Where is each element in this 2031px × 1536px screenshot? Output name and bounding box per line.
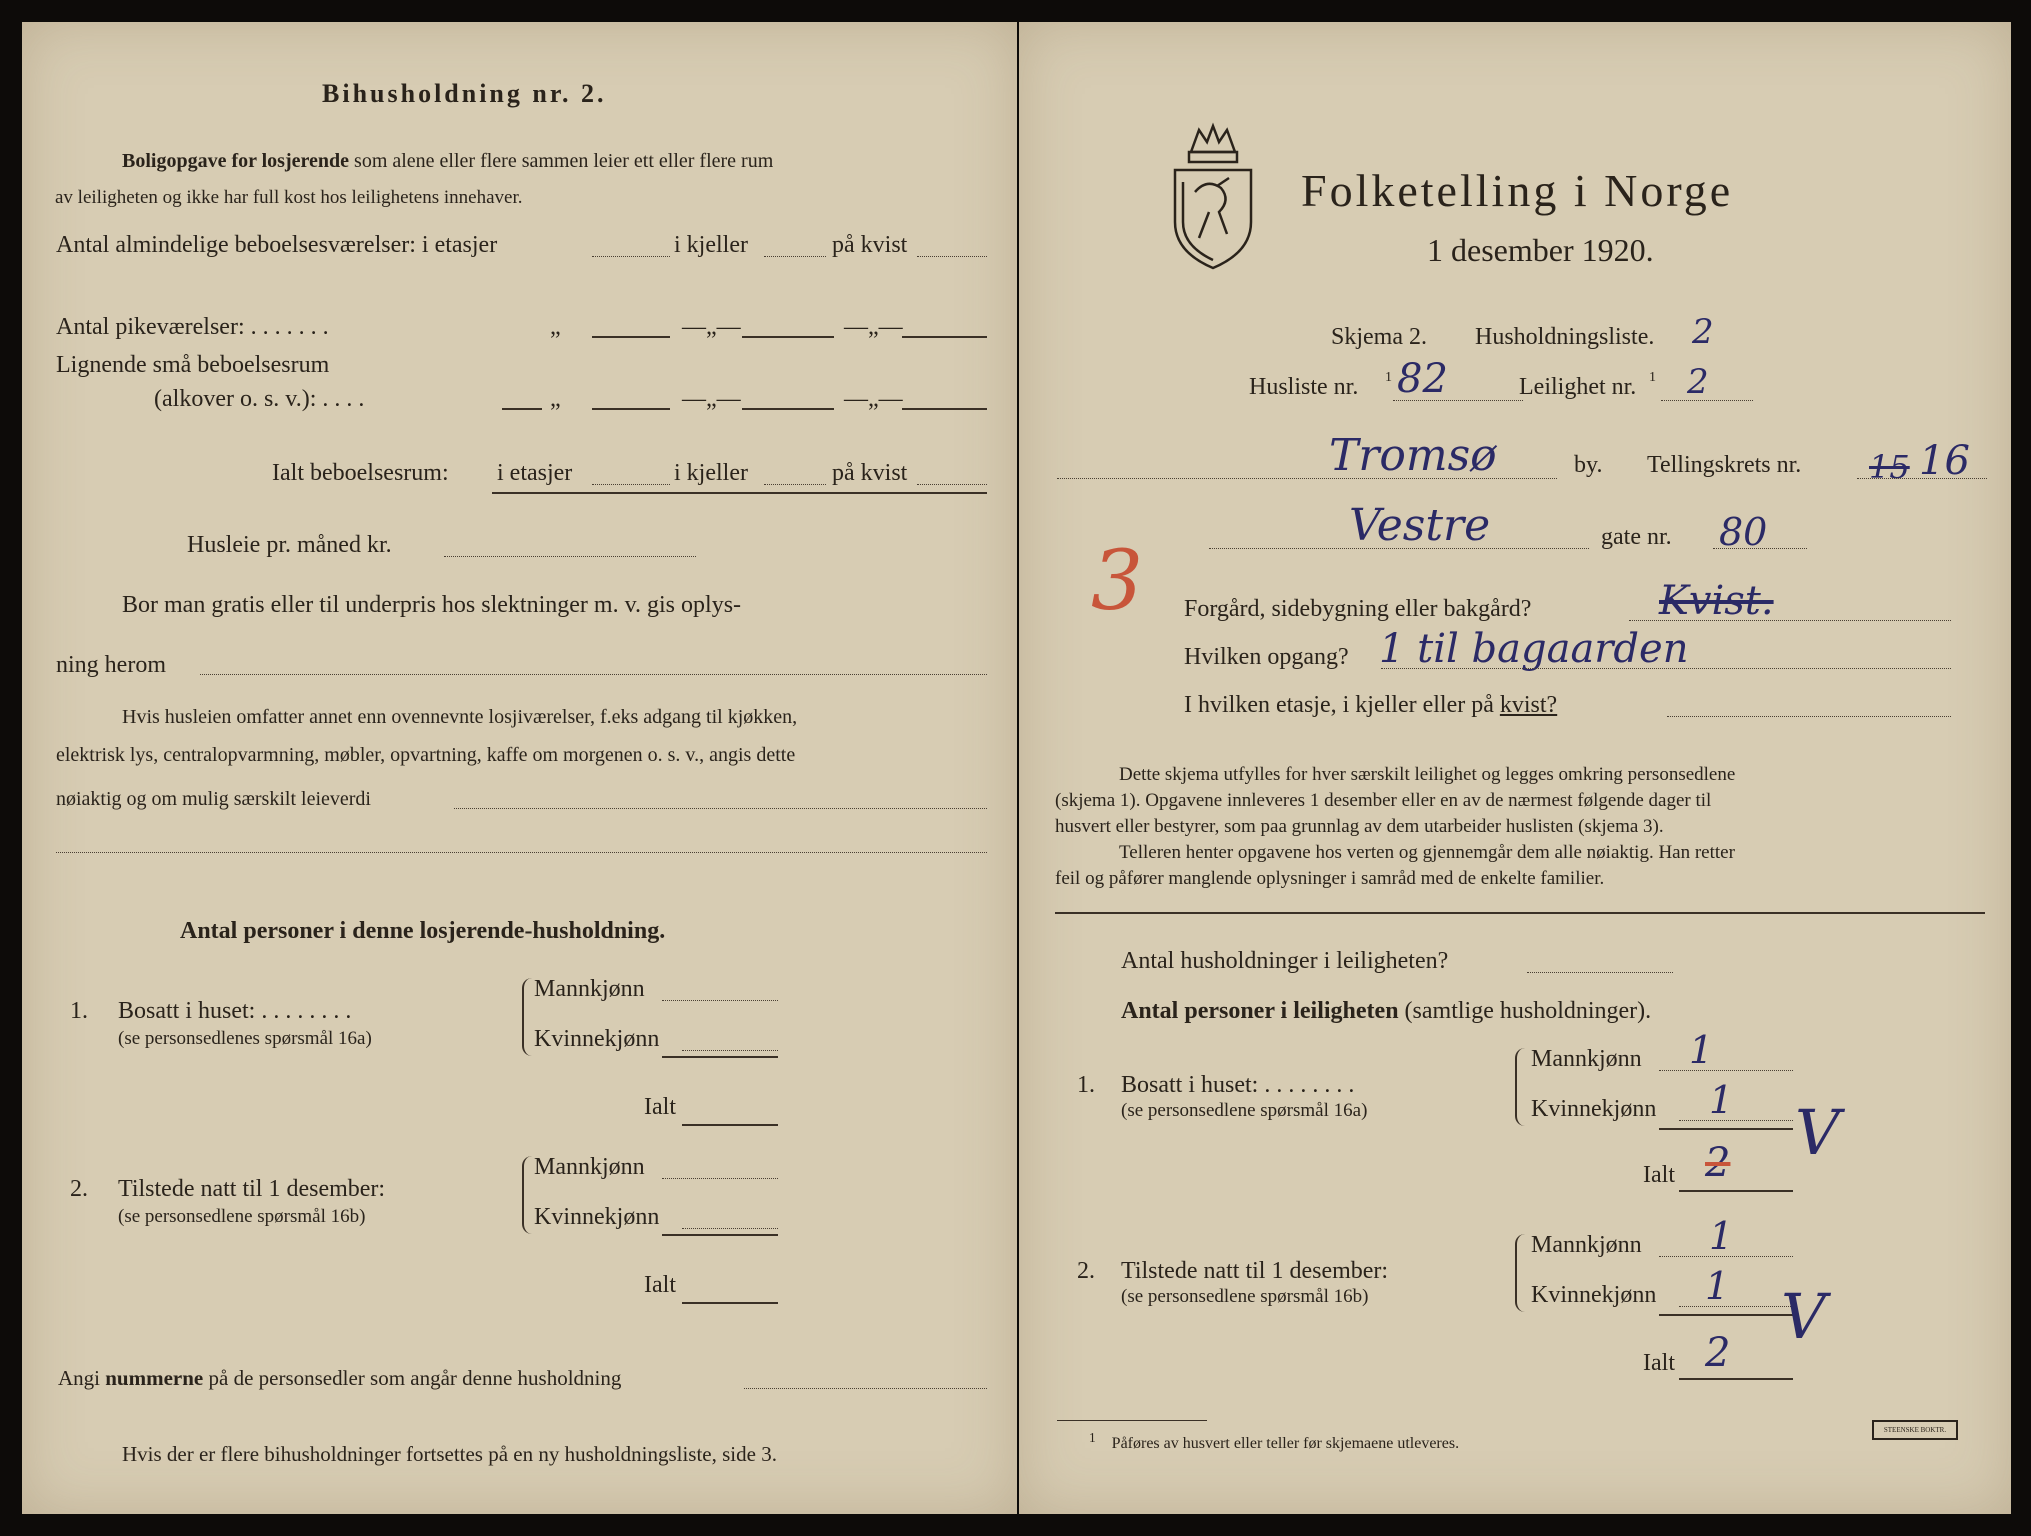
rq1-female-value[interactable]: 1 [1709, 1078, 1734, 1122]
total-attic-field[interactable] [917, 484, 987, 485]
q2-male-field[interactable] [662, 1178, 778, 1179]
rq2-total-field [1679, 1378, 1793, 1380]
instr-rule [1055, 912, 1985, 914]
census-date: 1 desember 1920. [1427, 232, 1654, 268]
q2-sum-rule [662, 1234, 778, 1236]
numbers-line [58, 1366, 621, 1391]
rq2-male-label: Mannkjønn [1531, 1232, 1642, 1258]
similar-floors-field[interactable] [592, 408, 670, 410]
rq2-check-mark: V [1781, 1280, 1826, 1353]
q2-female-field[interactable] [682, 1228, 778, 1229]
left-footer: Hvis der er flere bihusholdninger fortsettes på en ny husholdningsliste, side 3. [122, 1442, 777, 1466]
q2-label: Tilstede natt til 1 desember: [118, 1176, 386, 1202]
rq1-label: Bosatt i huset: . . . . . . . . [1121, 1072, 1355, 1098]
note-line-3: nøiaktig og om mulig særskilt leieverdi [56, 788, 371, 810]
floor-underlined-attic: kvist? [1499, 692, 1558, 718]
rent-field[interactable] [444, 556, 696, 557]
q2-total-label: Ialt [644, 1272, 676, 1298]
rq1-total-label: Ialt [1643, 1162, 1675, 1188]
rq1-female-field [1679, 1120, 1793, 1121]
footnote [1089, 1430, 1459, 1453]
rooms-attic-field[interactable] [917, 256, 987, 257]
rooms-cellar-label: i kjeller [674, 232, 748, 258]
q1-label: Bosatt i huset: . . . . . . . . [118, 998, 352, 1024]
maid-floors-field[interactable] [592, 336, 670, 338]
street-label: gate nr. [1601, 524, 1672, 550]
total-rooms-rule [492, 492, 987, 494]
district-value[interactable]: 16 [1919, 438, 1970, 484]
similar-rooms-label-2: (alkover o. s. v.): . . . . [154, 386, 365, 412]
house-list-label: Husliste nr. [1249, 374, 1359, 400]
floor-label [1184, 692, 1557, 719]
q1-total-label: Ialt [644, 1094, 676, 1120]
floor-label-text: I hvilken etasje, i kjeller eller på [1184, 692, 1494, 718]
maid-quote: „ [550, 314, 561, 340]
rq1-sub: (se personsedlene spørsmål 16a) [1121, 1100, 1368, 1121]
schema-label: Skjema 2. [1331, 324, 1427, 350]
district-struck-value: 15 [1869, 448, 1910, 486]
left-title: Bihusholdning nr. 2. [322, 79, 607, 108]
rq2-total-value[interactable]: 2 [1705, 1330, 1731, 1376]
apartment-footnote-mark: 1 [1649, 370, 1656, 385]
instr-line-3: husvert eller bestyrer, som paa grunnlag av dem utarbeider huslisten (skjema 3). [1055, 816, 1664, 837]
rq1-male-label: Mannkjønn [1531, 1046, 1642, 1072]
printer-stamp: STEENSKE BOKTR. [1872, 1420, 1958, 1440]
rq1-total-value[interactable]: 2 [1705, 1140, 1731, 1186]
maid-rooms-label: Antal pikeværelser: . . . . . . . [56, 314, 329, 340]
intro-rest: som alene eller flere sammen leier ett eller flere rum [354, 150, 774, 172]
rooms-attic-label: på kvist [832, 232, 908, 258]
rq2-label: Tilstede natt til 1 desember: [1121, 1258, 1389, 1284]
rent-label: Husleie pr. måned kr. [187, 532, 392, 558]
maid-dash-2: —„— [844, 314, 903, 340]
q2-number: 2. [70, 1176, 88, 1202]
rq1-male-value[interactable]: 1 [1689, 1028, 1714, 1072]
rq2-sum-rule [1659, 1314, 1793, 1316]
persons-bold: Antal personer i leiligheten [1121, 998, 1399, 1024]
similar-dash-1: —„— [682, 386, 741, 412]
rooms-floors-field[interactable] [592, 256, 670, 257]
rq1-sum-rule [1659, 1128, 1793, 1130]
rq2-brace [1515, 1234, 1525, 1312]
entrance-value[interactable]: 1 til bagaarden [1379, 626, 1689, 672]
household-list-value[interactable]: 2 [1692, 312, 1714, 352]
rq2-male-value[interactable]: 1 [1709, 1214, 1734, 1258]
rq1-female-label: Kvinnekjønn [1531, 1096, 1657, 1122]
street-number[interactable]: 80 [1719, 510, 1768, 554]
entrance-label: Hvilken opgang? [1184, 644, 1349, 670]
rq1-number: 1. [1077, 1072, 1095, 1098]
district-field [1857, 478, 1987, 479]
margin-note: 3 [1091, 534, 1144, 629]
apartment-label: Leilighet nr. [1519, 374, 1637, 400]
footnote-rule [1057, 1420, 1207, 1421]
yard-field [1629, 620, 1951, 621]
numbers-field[interactable] [744, 1388, 987, 1389]
rq2-male-field [1659, 1256, 1793, 1257]
total-cellar-field[interactable] [764, 484, 826, 485]
rq2-female-value[interactable]: 1 [1705, 1264, 1730, 1308]
rq2-number: 2. [1077, 1258, 1095, 1284]
apartment-field [1661, 400, 1753, 401]
q1-total-field[interactable] [682, 1124, 778, 1126]
maid-cellar-field[interactable] [742, 336, 834, 338]
total-floors-label: i etasjer [497, 460, 573, 486]
q1-sum-rule [662, 1056, 778, 1058]
street-number-field [1713, 548, 1807, 549]
rq1-check-mark: V [1795, 1096, 1840, 1169]
floor-field [1667, 716, 1951, 717]
persons-heading: Antal personer i denne losjerende-husholdning. [180, 918, 666, 944]
total-cellar-label: i kjeller [674, 460, 748, 486]
similar-attic-field[interactable] [902, 408, 987, 410]
house-list-field [1393, 400, 1523, 401]
free-line-1: Bor man gratis eller til underpris hos slektninger m. v. gis oplys- [122, 592, 742, 618]
q1-female-label: Kvinnekjønn [534, 1026, 660, 1052]
q2-brace [522, 1156, 532, 1234]
yard-label: Forgård, sidebygning eller bakgård? [1184, 596, 1532, 622]
similar-rooms-label-1: Lignende små beboelsesrum [56, 352, 330, 378]
similar-cellar-field[interactable] [742, 408, 834, 410]
rent-value-field[interactable] [454, 808, 987, 809]
maid-attic-field[interactable] [902, 336, 987, 338]
household-list-label: Husholdningsliste. [1475, 324, 1655, 350]
numbers-rest: på de personsedler som angår denne husholdning [208, 1366, 622, 1390]
street-field [1209, 548, 1589, 549]
persons-rest: (samtlige husholdninger). [1404, 998, 1652, 1024]
similar-quote: „ [550, 386, 561, 412]
numbers-bold: nummerne [105, 1366, 204, 1390]
total-rooms-label: Ialt beboelsesrum: [272, 460, 449, 486]
coat-of-arms-icon [1169, 122, 1257, 272]
free-line-2: ning herom [56, 652, 166, 678]
rq2-sub: (se personsedlene spørsmål 16b) [1121, 1286, 1369, 1307]
q2-sub: (se personsedlene spørsmål 16b) [118, 1206, 366, 1227]
total-floors-field[interactable] [592, 484, 670, 485]
note-line-1: Hvis husleien omfatter annet enn ovennevnte losjiværelser, f.eks adgang til kjøkken, [122, 706, 798, 728]
house-list-value[interactable]: 82 [1397, 356, 1448, 402]
instr-line-4: Telleren henter opgavene hos verten og gjennemgår dem alle nøiaktig. Han retter [1119, 842, 1735, 863]
city-value[interactable]: Tromsø [1329, 430, 1497, 481]
footnote-text: Påføres av husvert eller teller før skjemaene utleveres. [1111, 1435, 1460, 1453]
q1-sub: (se personsedlenes spørsmål 16a) [118, 1028, 372, 1049]
city-suffix: by. [1574, 452, 1603, 478]
instr-line-1: Dette skjema utfylles for hver særskilt leilighet og legges omkring personsedlene [1119, 764, 1736, 785]
entrance-field [1381, 668, 1951, 669]
q2-male-label: Mannkjønn [534, 1154, 645, 1180]
footnote-number: 1 [1089, 1430, 1096, 1445]
house-list-footnote-mark: 1 [1385, 370, 1392, 385]
maid-dash-1: —„— [682, 314, 741, 340]
rq2-female-label: Kvinnekjønn [1531, 1282, 1657, 1308]
total-attic-label: på kvist [832, 460, 908, 486]
similar-lead-field[interactable] [502, 408, 542, 410]
households-question: Antal husholdninger i leiligheten? [1121, 948, 1449, 974]
street-value[interactable]: Vestre [1349, 500, 1491, 551]
instr-line-2: (skjema 1). Opgavene innleveres 1 desember eller en av de nærmest følgende dager til [1055, 790, 1712, 811]
rent-value-field-2[interactable] [56, 852, 987, 853]
rq1-male-field [1659, 1070, 1793, 1071]
q2-female-label: Kvinnekjønn [534, 1204, 660, 1230]
free-field[interactable] [200, 674, 987, 675]
right-page [1019, 22, 2011, 1514]
q2-total-field[interactable] [682, 1302, 778, 1304]
intro-line-1 [122, 150, 773, 173]
district-label: Tellingskrets nr. [1647, 452, 1802, 478]
rooms-cellar-field[interactable] [764, 256, 826, 257]
right-title: Folketelling i Norge [1301, 165, 1734, 216]
instr-line-5: feil og påfører manglende oplysninger i samråd med de enkelte familier. [1055, 868, 1605, 889]
yard-value[interactable]: Kvist. [1659, 578, 1774, 624]
left-page [22, 22, 1017, 1514]
q1-female-field[interactable] [682, 1050, 778, 1051]
rooms-label: Antal almindelige beboelsesværelser: i etasjer [56, 232, 498, 258]
rq2-female-field [1679, 1306, 1793, 1307]
apartment-value[interactable]: 2 [1687, 362, 1709, 402]
rq2-total-label: Ialt [1643, 1350, 1675, 1376]
city-field [1057, 478, 1557, 479]
households-field[interactable] [1527, 972, 1673, 973]
persons-line [1121, 998, 1651, 1025]
intro-bold: Boligopgave for losjerende [122, 150, 350, 172]
q1-male-field[interactable] [662, 1000, 778, 1001]
note-line-2: elektrisk lys, centralopvarmning, møbler, opvartning, kaffe om morgenen o. s. v., angis dette [56, 744, 796, 766]
q1-brace [522, 978, 532, 1056]
q1-number: 1. [70, 998, 88, 1024]
q1-male-label: Mannkjønn [534, 976, 645, 1002]
numbers-pre: Angi [58, 1366, 100, 1390]
rq1-brace [1515, 1048, 1525, 1126]
intro-line-2: av leiligheten og ikke har full kost hos leilighetens innehaver. [55, 187, 523, 208]
similar-dash-2: —„— [844, 386, 903, 412]
rq1-total-field [1679, 1190, 1793, 1192]
